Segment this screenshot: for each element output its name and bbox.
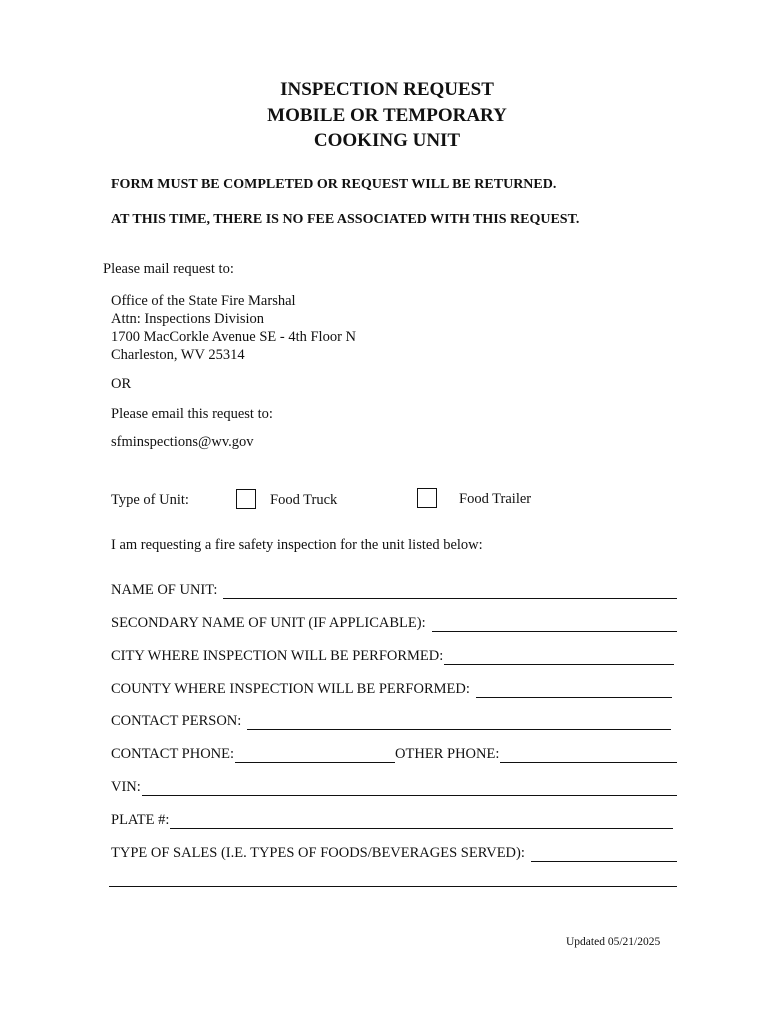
county-field[interactable]: [476, 683, 672, 698]
vin-label: VIN:: [111, 779, 141, 795]
contact-person-label: CONTACT PERSON:: [111, 713, 242, 729]
updated-date: Updated 05/21/2025: [566, 936, 661, 948]
food-truck-label: Food Truck: [270, 492, 338, 508]
notice-no-fee: AT THIS TIME, THERE IS NO FEE ASSOCIATED WITH THIS REQUEST.: [111, 212, 580, 227]
plate-row: [111, 809, 673, 829]
vin-row: [111, 776, 677, 796]
secondary-name-label: SECONDARY NAME OF UNIT (IF APPLICABLE):: [111, 615, 426, 631]
unit-type-label: Type of Unit:: [111, 492, 189, 508]
name-of-unit-field[interactable]: [223, 584, 677, 599]
form-title-line-1: INSPECTION REQUEST: [280, 79, 494, 100]
type-of-sales-continuation-field[interactable]: [109, 886, 677, 887]
or-separator: OR: [111, 376, 132, 392]
name-of-unit-label: NAME OF UNIT:: [111, 582, 218, 598]
contact-phone-field[interactable]: [235, 748, 395, 763]
form-title-line-3: COOKING UNIT: [313, 130, 461, 151]
mail-heading: Please mail request to:: [103, 261, 234, 277]
contact-person-field[interactable]: [247, 715, 671, 730]
address-line-2: Attn: Inspections Division: [111, 311, 265, 327]
name-of-unit-row: [111, 579, 677, 599]
email-address: sfminspections@wv.gov: [111, 434, 254, 450]
plate-label: PLATE #:: [111, 812, 170, 828]
type-of-sales-row: [111, 842, 677, 862]
type-of-sales-label: TYPE OF SALES (I.E. TYPES OF FOODS/BEVERAGES SERVED):: [111, 845, 525, 861]
address-line-1: Office of the State Fire Marshal: [111, 293, 296, 309]
secondary-name-row: [111, 612, 677, 632]
type-of-sales-field[interactable]: [531, 847, 677, 862]
secondary-name-field[interactable]: [432, 617, 677, 632]
vin-field[interactable]: [142, 781, 677, 796]
address-line-4: Charleston, WV 25314: [111, 347, 245, 363]
request-statement: I am requesting a fire safety inspection for the unit listed below:: [111, 537, 483, 553]
other-phone-field[interactable]: [500, 748, 677, 763]
food-trailer-checkbox[interactable]: [417, 488, 437, 508]
city-field[interactable]: [444, 650, 674, 665]
plate-field[interactable]: [170, 814, 673, 829]
email-heading: Please email this request to:: [111, 406, 273, 422]
food-truck-checkbox[interactable]: [236, 489, 256, 509]
county-label: COUNTY WHERE INSPECTION WILL BE PERFORMED:: [111, 681, 470, 697]
notice-completed: FORM MUST BE COMPLETED OR REQUEST WILL BE RETURNED.: [111, 177, 557, 192]
city-label: CITY WHERE INSPECTION WILL BE PERFORMED:: [111, 648, 444, 664]
contact-phone-label: CONTACT PHONE:: [111, 746, 235, 762]
city-row: [111, 645, 674, 665]
phone-row: [111, 743, 677, 763]
address-line-3: 1700 MacCorkle Avenue SE - 4th Floor N: [111, 329, 356, 345]
contact-person-row: [111, 710, 671, 730]
form-title-line-2: MOBILE OR TEMPORARY: [267, 105, 507, 126]
food-trailer-label: Food Trailer: [459, 491, 532, 507]
other-phone-label: OTHER PHONE:: [395, 746, 500, 762]
county-row: [111, 678, 672, 698]
